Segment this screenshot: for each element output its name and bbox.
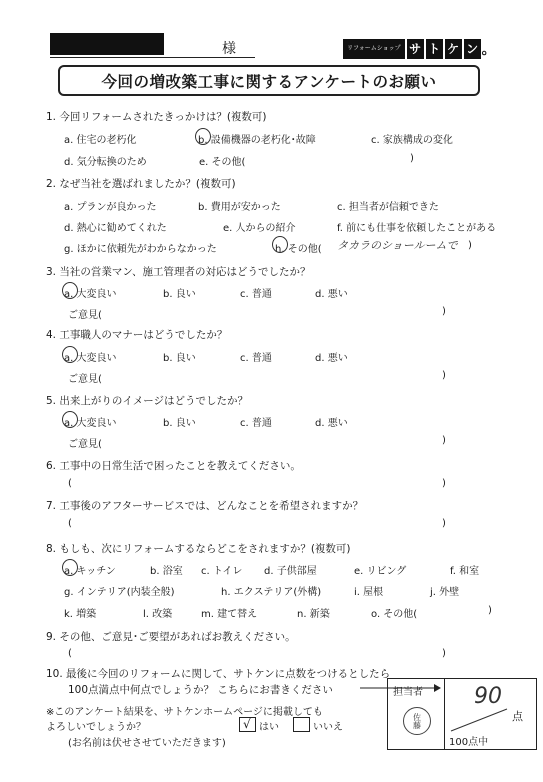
q8-option-o[interactable]: o. その他( <box>371 609 418 620</box>
q10-line1: 10. 最後に今回のリフォームに関して、サトケンに点数をつけるとしたら <box>46 668 391 680</box>
q2-option-e[interactable]: e. 人からの紹介 <box>223 223 296 234</box>
q1-option-a[interactable]: a. 住宅の老朽化 <box>64 135 137 146</box>
q3-option-a[interactable]: a. 大変良い <box>64 289 117 300</box>
q8-option-e[interactable]: e. リビング <box>354 566 407 577</box>
q8-option-c[interactable]: c. トイレ <box>201 566 243 577</box>
logo-char-2: ト <box>426 39 443 59</box>
q4-close-paren: ) <box>442 370 446 381</box>
no-checkbox[interactable] <box>293 717 310 732</box>
redacted-name <box>50 33 164 55</box>
q7-question: 7. 工事後のアフターサービスでは、どんなことを希望されますか？ <box>46 500 364 512</box>
q1-b-circle-mark <box>195 128 211 145</box>
logo-char-1: サ <box>407 39 424 59</box>
q3-close-paren: ) <box>442 306 446 317</box>
sama-label: 様 <box>222 41 236 57</box>
q8-option-a[interactable]: a. キッチン <box>64 566 116 577</box>
no-label: いいえ <box>313 722 343 733</box>
q4-a-circle-mark <box>62 346 78 363</box>
q5-option-a[interactable]: a. 大変良い <box>64 418 117 429</box>
q2-option-g[interactable]: g. ほかに依頼先がわからなかった <box>64 244 217 255</box>
q8-option-b[interactable]: b. 浴室 <box>150 566 183 577</box>
q1-option-e[interactable]: e. その他( <box>199 157 246 168</box>
logo-char-3: ケ <box>445 39 462 59</box>
q9-question: 9. その他、ご意見･ご要望があればお教えください。 <box>46 631 296 643</box>
q1-option-b[interactable]: b. 設備機器の老朽化･故障 <box>198 135 316 146</box>
q4-option-a[interactable]: a. 大変良い <box>64 353 117 364</box>
q2-close-paren: ) <box>468 240 472 251</box>
q8-option-g[interactable]: g. インテリア(内装全般) <box>64 587 175 598</box>
q2-handwritten-answer: タカラのショールームで <box>337 239 458 252</box>
q8-question: 8. もしも、次にリフォームするならどこをされますか？(複数可) <box>46 543 351 555</box>
q4-option-c[interactable]: c. 普通 <box>240 353 272 364</box>
publish-line1: ※このアンケート結果を、サトケンホームページに掲載しても <box>46 707 323 718</box>
q3-question: 3. 当社の営業マン、施工管理者の対応はどうでしたか？ <box>46 266 311 278</box>
q1-option-c[interactable]: c. 家族構成の変化 <box>371 135 453 146</box>
q3-a-circle-mark <box>62 282 78 299</box>
q8-option-f[interactable]: f. 和室 <box>450 566 480 577</box>
q3-option-d[interactable]: d. 悪い <box>315 289 348 300</box>
q8-option-j[interactable]: j. 外壁 <box>430 587 460 598</box>
q3-option-c[interactable]: c. 普通 <box>240 289 272 300</box>
logo-char-4: ン <box>464 39 481 59</box>
q5-question: 5. 出来上がりのイメージはどうでしたか？ <box>46 395 249 407</box>
q8-option-m[interactable]: m. 建て替え <box>201 609 258 620</box>
q2-h-circle-mark <box>272 236 288 253</box>
q2-option-a[interactable]: a. プランが良かった <box>64 202 157 213</box>
q5-option-d[interactable]: d. 悪い <box>315 418 348 429</box>
q9-close-paren: ) <box>442 648 446 659</box>
q4-comment[interactable]: ご意見( <box>68 374 102 385</box>
q1-option-d[interactable]: d. 気分転換のため <box>64 157 147 168</box>
q8-option-k[interactable]: k. 増築 <box>64 609 97 620</box>
q4-option-d[interactable]: d. 悪い <box>315 353 348 364</box>
q4-option-b[interactable]: b. 良い <box>163 353 196 364</box>
logo-dot: 。 <box>481 42 496 58</box>
q5-close-paren: ) <box>442 435 446 446</box>
q6-question: 6. 工事中の日常生活で困ったことを教えてください。 <box>46 460 301 472</box>
q4-question: 4. 工事職人のマナーはどうでしたか？ <box>46 329 228 341</box>
q8-option-h[interactable]: h. エクステリア(外構) <box>221 587 322 598</box>
q8-option-n[interactable]: n. 新築 <box>297 609 330 620</box>
q3-option-b[interactable]: b. 良い <box>163 289 196 300</box>
q2-option-h[interactable]: h. その他( <box>275 244 322 255</box>
q7-open-paren: ( <box>68 518 72 529</box>
stamp-text: 佐藤 <box>412 713 422 729</box>
q8-option-i[interactable]: i. 屋根 <box>354 587 384 598</box>
q8-close-paren: ) <box>488 605 492 616</box>
q8-option-l[interactable]: l. 改築 <box>143 609 173 620</box>
q7-close-paren: ) <box>442 518 446 529</box>
staff-stamp <box>403 707 431 735</box>
q5-comment[interactable]: ご意見( <box>68 439 102 450</box>
q6-close-paren: ) <box>442 478 446 489</box>
staff-label: 担当者 <box>393 687 423 698</box>
q8-option-d[interactable]: d. 子供部屋 <box>264 566 317 577</box>
q5-option-b[interactable]: b. 良い <box>163 418 196 429</box>
q3-comment[interactable]: ご意見( <box>68 310 102 321</box>
yes-checkbox[interactable] <box>239 717 256 732</box>
score-slash <box>449 703 511 733</box>
q10-line2: 100点満点中何点でしょうか？ こちらにお書きください <box>68 684 333 696</box>
q5-option-c[interactable]: c. 普通 <box>240 418 272 429</box>
q2-option-c[interactable]: c. 担当者が信頼できた <box>337 202 439 213</box>
score-box <box>387 678 537 750</box>
q8-a-circle-mark <box>62 559 78 576</box>
logo-small-text: リフォームショップ <box>343 39 405 59</box>
q9-open-paren: ( <box>68 648 72 659</box>
check-mark: √ <box>243 717 251 731</box>
q2-option-f[interactable]: f. 前にも仕事を依頼したことがある <box>337 223 497 234</box>
q1-question: 1. 今回リフォームされたきっかけは？(複数可) <box>46 111 267 123</box>
score-value: 90 <box>474 684 502 709</box>
score-max: 100点中 <box>449 737 489 748</box>
q6-open-paren: ( <box>68 478 72 489</box>
yes-label: はい <box>259 722 279 733</box>
q2-question: 2. なぜ当社を選ばれましたか？(複数可) <box>46 178 236 190</box>
publish-line2: よろしいでしょうか？ <box>46 722 146 733</box>
q2-option-b[interactable]: b. 費用が安かった <box>198 202 281 213</box>
survey-title: 今回の増改築工事に関するアンケートのお願い <box>58 65 480 96</box>
company-logo <box>343 39 518 59</box>
q1-close-paren: ) <box>410 153 414 164</box>
q5-a-circle-mark <box>62 411 78 428</box>
score-box-divider <box>444 678 445 750</box>
q2-option-d[interactable]: d. 熱心に勧めてくれた <box>64 223 167 234</box>
name-underline <box>50 57 255 58</box>
publish-note: (お名前は伏せさせていただきます) <box>68 738 226 749</box>
score-unit: 点 <box>512 710 523 723</box>
